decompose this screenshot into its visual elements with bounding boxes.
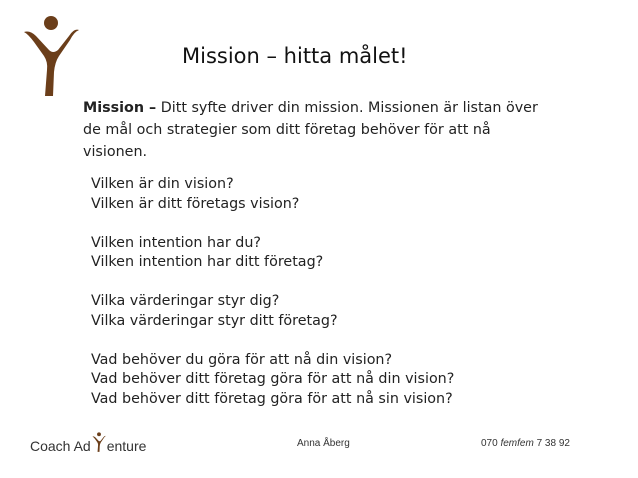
footer-phone-suffix: 7 38 92 — [533, 438, 570, 449]
question-line: Vilka värderingar styr ditt företag? — [91, 312, 338, 329]
question-group-intention — [91, 234, 551, 273]
question-group-actions — [91, 351, 551, 410]
question-line: Vad behöver ditt företag göra för att nå din vision? — [91, 371, 455, 387]
slide-title: Mission – hitta målet! — [182, 44, 408, 68]
question-line: Vad behöver du göra för att nå din vision? — [91, 351, 393, 368]
footer-phone-prefix: 070 — [481, 438, 501, 449]
footer-brand-logo — [30, 428, 146, 454]
question-list — [91, 175, 551, 429]
question-line: Vad behöver ditt företag göra för att nå sin vision? — [91, 390, 453, 407]
footer-brand-text-end: enture — [106, 438, 147, 454]
question-line: Vilken är ditt företags vision? — [91, 195, 300, 212]
stick-figure-icon — [92, 430, 106, 454]
question-line: Vilken intention har du? — [91, 234, 261, 251]
question-line: Vilka värderingar styr dig? — [91, 293, 280, 309]
stick-figure-icon — [22, 12, 80, 98]
footer-phone-italic: femfem — [500, 438, 534, 449]
intro-text: Ditt syfte driver din mission. Missionen är listan över de mål och strategier som ditt företag behöver för att nå visionen. — [83, 100, 538, 160]
footer-phone — [481, 438, 570, 449]
question-group-vision — [91, 175, 551, 214]
question-line: Vilken är din vision? — [91, 176, 234, 192]
question-line: Vilken intention har ditt företag? — [91, 254, 324, 270]
footer-author: Anna Åberg — [297, 438, 350, 449]
intro-bold-label: Mission – — [83, 100, 157, 116]
footer-brand-text-start: Coach Ad — [30, 438, 91, 454]
intro-paragraph — [83, 97, 553, 163]
question-group-values — [91, 292, 551, 331]
